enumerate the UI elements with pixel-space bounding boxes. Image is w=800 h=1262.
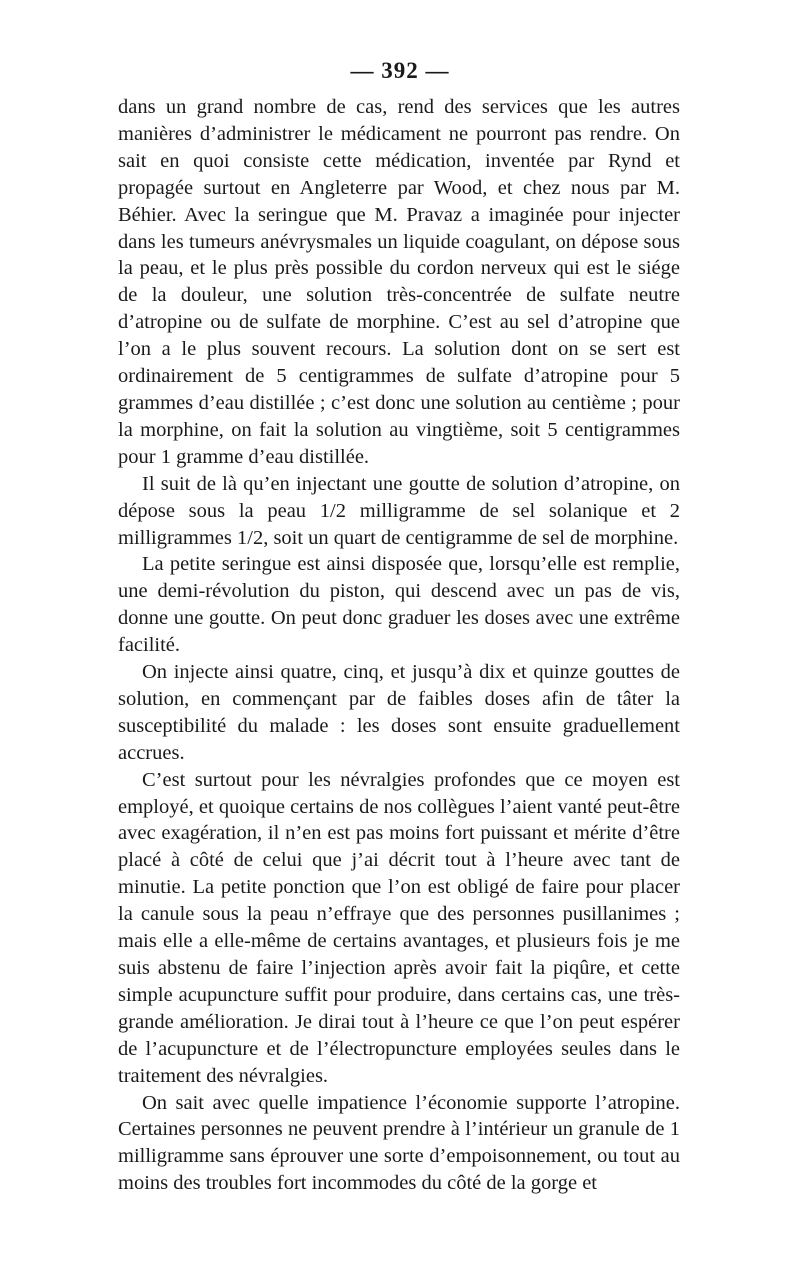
body-text (118, 94, 680, 1197)
paragraph-4: On injecte ainsi quatre, cinq, et jusqu’à dix et quinze gouttes de solution, en commençant par de faibles doses afin de tâter la susceptibilité du malade : les doses sont ensuite graduellement accrues. (118, 661, 680, 764)
paragraph-1: dans un grand nombre de cas, rend des services que les autres manières d’administrer le médicament ne pourront pas rendre. On sait en quoi consiste cette médication, inventée par Rynd et propagée surtout en Angleterre par Wood, et chez nous par M. Béhier. Avec la seringue que M. Pravaz a imaginée pour injecter dans les tumeurs anévrysmales un liquide coagulant, on dépose sous la peau, et le plus près possible du cordon nerveux qui est le siége de la douleur, une solution très-concentrée de sulfate neutre d’atropine ou de sulfate de morphine. C’est au sel d’atropine que l’on a le plus souvent recours. La solution dont on se sert est ordinairement de 5 centigrammes de sulfate d’atropine pour 5 grammes d’eau distillée ; c’est donc une solution au centième ; pour la morphine, on fait la solution au vingtième, soit 5 centigrammes pour 1 gramme d’eau distillée. (118, 96, 680, 468)
paragraph-5: C’est surtout pour les névralgies profondes que ce moyen est employé, et quoique certains de nos collègues l’aient vanté peut-être avec exagération, il n’en est pas moins fort puissant et mérite d’être placé à côté de celui que j’ai décrit tout à l’heure avec tant de minutie. La petite ponction que l’on est obligé de faire pour placer la canule sous la peau n’effraye que des personnes pusillanimes ; mais elle a elle-même de certains avantages, et plusieurs fois je me suis abstenu de faire l’injection après avoir fait la piqûre, et cette simple acupuncture suffit pour produire, dans certains cas, une très-grande amélioration. Je dirai tout à l’heure ce que l’on peut espérer de l’acupuncture et de l’électropuncture employées seules dans le traitement des névralgies. (118, 768, 680, 1087)
paragraph-3: La petite seringue est ainsi disposée que, lorsqu’elle est remplie, une demi-révolution du piston, qui descend avec un pas de vis, donne une goutte. On peut donc graduer les doses avec une extrême facilité. (118, 553, 680, 657)
paragraph-6: On sait avec quelle impatience l’économie supporte l’atropine. Certaines personnes ne peuvent prendre à l’intérieur un granule de 1 milligramme sans éprouver une sorte d’empoisonnement, ou tout au moins des troubles fort incommodes du côté de la gorge et (118, 1091, 680, 1195)
page-number: — 392 — (350, 58, 450, 83)
paragraph-2: Il suit de là qu’en injectant une goutte de solution d’atropine, on dépose sous la peau 1/2 milligramme de sel solanique et 2 milligrammes 1/2, soit un quart de centigramme de sel de morphine. (118, 472, 680, 549)
